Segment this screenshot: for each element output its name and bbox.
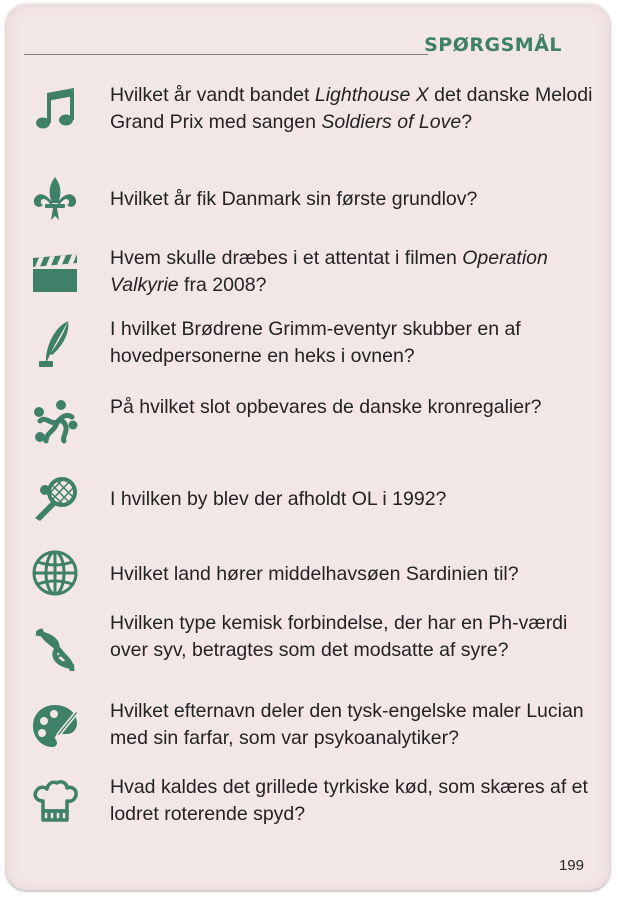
question-row bbox=[24, 698, 604, 754]
tennis-racket-icon bbox=[24, 472, 86, 528]
question-text: Hvilket år vandt bandet Lighthouse X det danske Melodi Grand Prix med sangen Soldiers of Love? bbox=[110, 84, 593, 133]
page-number: 199 bbox=[558, 857, 584, 874]
header-divider bbox=[24, 54, 428, 55]
question-text: I hvilket Brødrene Grimm-eventyr skubber en af hovedpersonerne en heks i ovnen? bbox=[110, 318, 521, 367]
question-text: På hvilket slot opbevares de danske kronregalier? bbox=[110, 396, 542, 418]
question-row bbox=[24, 610, 604, 678]
music-note-icon bbox=[24, 82, 86, 138]
question-row bbox=[24, 545, 604, 601]
question-text: Hvilket land hører middelhavsøen Sardinien til? bbox=[110, 563, 519, 585]
fleur-de-lis-icon bbox=[24, 172, 86, 228]
puzzle-people-icon bbox=[24, 394, 86, 450]
question-text: Hvem skulle dræbes i et attentat i filmen Operation Valkyrie fra 2008? bbox=[110, 247, 548, 296]
clapperboard-icon bbox=[24, 245, 86, 301]
dna-icon bbox=[24, 622, 86, 678]
question-text: I hvilken by blev der afholdt OL i 1992? bbox=[110, 488, 447, 510]
card-title: SPØRGSMÅL bbox=[424, 34, 562, 56]
question-card bbox=[6, 4, 610, 890]
question-row bbox=[24, 472, 604, 528]
question-text: Hvilket år fik Danmark sin første grundlov? bbox=[110, 188, 478, 210]
question-row bbox=[24, 172, 604, 228]
question-row bbox=[24, 774, 604, 830]
question-row bbox=[24, 82, 604, 138]
question-text: Hvilket efternavn deler den tysk-engelske maler Lucian med sin farfar, som var psykoanalytiker? bbox=[110, 700, 584, 749]
question-row bbox=[24, 245, 604, 301]
paint-palette-icon bbox=[24, 698, 86, 754]
globe-icon bbox=[24, 545, 86, 601]
chef-hat-icon bbox=[24, 774, 86, 830]
question-text: Hvad kaldes det grillede tyrkiske kød, som skæres af et lodret roterende spyd? bbox=[110, 776, 588, 825]
question-row bbox=[24, 316, 604, 372]
quill-pen-icon bbox=[24, 316, 86, 372]
question-row bbox=[24, 394, 604, 450]
question-text: Hvilken type kemisk forbindelse, der har en Ph-værdi over syv, betragtes som det modsatte af syre? bbox=[110, 612, 568, 661]
